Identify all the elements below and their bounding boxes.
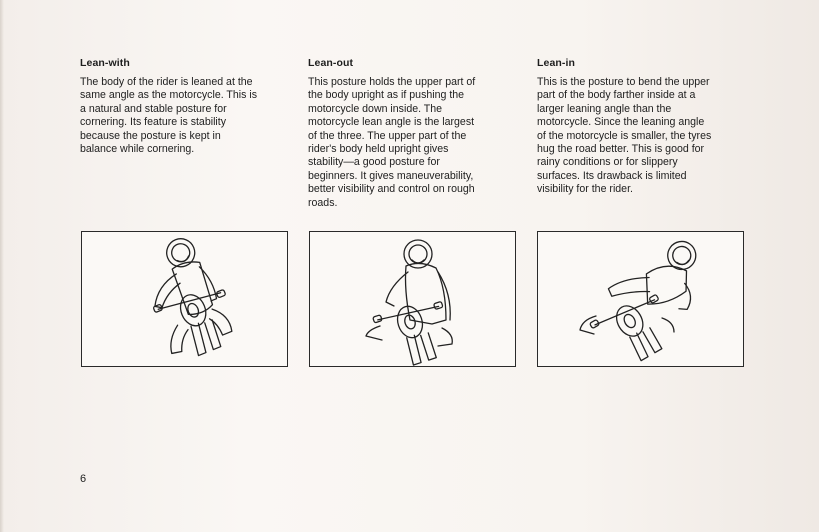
figure-lean-with	[81, 231, 288, 367]
text-lean-out: This posture holds the upper part of the body upright as if pushing the motorcycle down inside. The motorcycle lean angle is the largest of the three. The upper part of the rider's body held upright gives stability—a good posture for beginners. It gives maneuverability, better visibility and control on rough roads.	[308, 76, 476, 209]
text-lean-in: This is the posture to bend the upper part of the body farther inside at a larger leaning angle than the motorcycle. Since the leaning angle of the motorcycle is smaller, the tyres hug the road better. This is good for rainy conditions or for slippery surfaces. Its drawback is limited visibility for the rider.	[537, 76, 712, 196]
heading-lean-in: Lean-in	[537, 57, 576, 69]
column-lean-out	[308, 57, 523, 210]
column-lean-with	[80, 57, 295, 156]
rider-lean-in-illustration	[538, 232, 745, 368]
page-binding-shadow	[0, 0, 4, 532]
figure-lean-out	[309, 231, 516, 367]
rider-lean-out-illustration	[310, 232, 517, 368]
text-lean-with: The body of the rider is leaned at the same angle as the motorcycle. This is a natural and stable posture for cornering. Its feature is stability because the posture is kept in balance while cornering.	[80, 76, 258, 156]
heading-lean-out: Lean-out	[308, 57, 354, 69]
figure-lean-in	[537, 231, 744, 367]
heading-lean-with: Lean-with	[80, 57, 130, 69]
rider-lean-with-illustration	[82, 232, 289, 368]
column-lean-in	[537, 57, 752, 197]
page-number: 6	[80, 473, 87, 485]
